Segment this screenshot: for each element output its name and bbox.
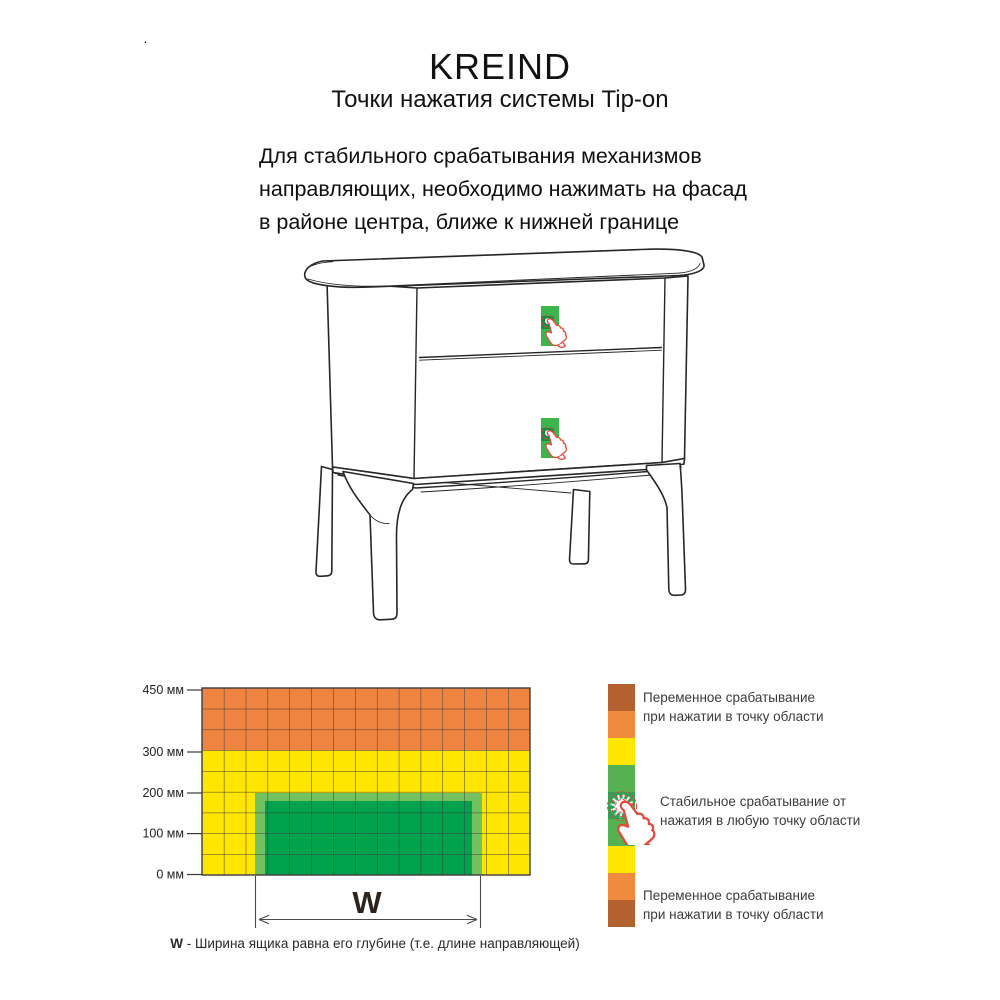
axis-label-450: 450 мм (142, 683, 184, 697)
diagram-caption (140, 936, 610, 951)
stray-dot: · (143, 33, 148, 49)
page-title: KREIND (428, 46, 572, 87)
axis-label-300: 300 мм (142, 745, 184, 759)
legend-bar-segment (608, 684, 635, 711)
leg-front-right (647, 464, 686, 596)
legend-bar-segment (608, 873, 635, 900)
description (259, 140, 779, 239)
description-line: направляющих, необходимо нажимать на фасад (259, 177, 747, 201)
nightstand-illustration (275, 240, 735, 630)
axis-label-200: 200 мм (142, 786, 184, 800)
legend-bar-segment (608, 711, 635, 738)
legend-item-variable-bottom: Переменное срабатывание при нажатии в точку области (643, 888, 824, 922)
description-line: в районе центра, ближе к нижней границе (259, 210, 680, 234)
legend-item-variable-top: Переменное срабатывание при нажатии в точку области (643, 690, 824, 724)
caption-text: - Ширина ящика равна его глубине (т.е. длине направляющей) (183, 936, 580, 951)
axis-label-0: 0 мм (156, 867, 184, 882)
legend-bar-segment (608, 846, 635, 873)
description-line: Для стабильного срабатывания механизмов (259, 144, 702, 168)
legend-bar-segment (608, 738, 635, 765)
leg-back-left (316, 467, 333, 577)
press-zone-diagram (140, 675, 620, 965)
leg-front-left (343, 472, 414, 620)
legend (595, 675, 935, 955)
legend-bar-segment (608, 900, 635, 927)
hand-press-icon-large (598, 781, 668, 845)
axis-label-100: 100 мм (142, 826, 184, 841)
cabinet-body (327, 276, 688, 479)
width-dimension-label: W (352, 885, 382, 920)
caption-symbol: W (170, 936, 184, 951)
grid-overlay (202, 688, 530, 875)
legend-item-stable: Стабильное срабатывание от нажатия в любую точку области (660, 794, 861, 828)
leg-back-right (569, 490, 589, 565)
page-subtitle: Точки нажатия системы Tip-on (331, 86, 669, 113)
